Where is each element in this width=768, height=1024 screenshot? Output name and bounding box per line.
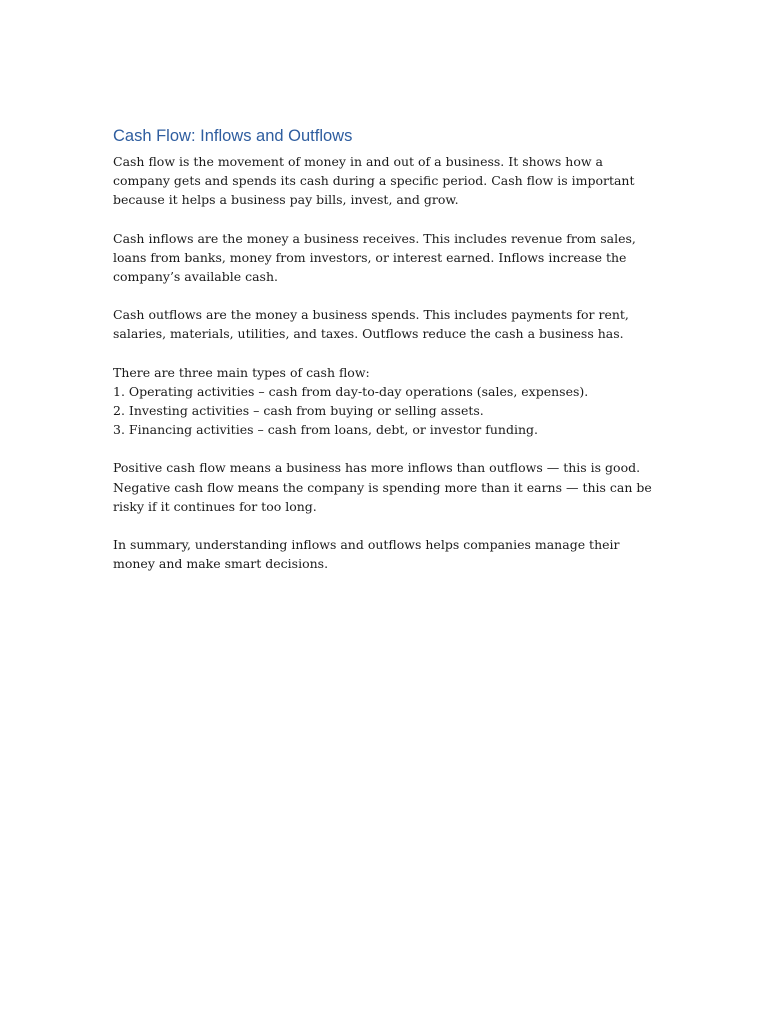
document-title: Cash Flow: Inflows and Outflows [113, 127, 353, 145]
type-item-investing: 2. Investing activities – cash from buying or selling assets. [113, 403, 484, 419]
positive-cash-flow-line: Positive cash flow means a business has more inflows than outflows — this is good. [113, 460, 641, 476]
paragraph-inflows: Cash inflows are the money a business receives. This includes revenue from sales, loans from banks, money from investors, or interest earned. Inflows increase the company’s available cash. [113, 230, 636, 285]
positive-negative-block [113, 458, 658, 516]
paragraph-summary: In summary, understanding inflows and outflows helps companies manage their money and make smart decisions. [113, 537, 620, 572]
type-item-financing: 3. Financing activities – cash from loans, debt, or investor funding. [113, 422, 538, 438]
paragraph-definition: Cash flow is the movement of money in and out of a business. It shows how a company gets and spends its cash during a specific period. Cash flow is important because it helps a business pay bills, invest, and grow. [113, 154, 635, 208]
cash-flow-types [113, 363, 658, 440]
types-intro: There are three main types of cash flow: [113, 364, 370, 380]
negative-cash-flow-line: Negative cash flow means the company is spending more than it earns — this can be risky if it continues for too long. [113, 479, 652, 514]
type-item-operating: 1. Operating activities – cash from day-to-day operations (sales, expenses). [113, 383, 589, 399]
paragraph-outflows: Cash outflows are the money a business spends. This includes payments for rent, salaries, materials, utilities, and taxes. Outflows reduce the cash a business has. [113, 307, 629, 342]
document-body [113, 124, 658, 592]
